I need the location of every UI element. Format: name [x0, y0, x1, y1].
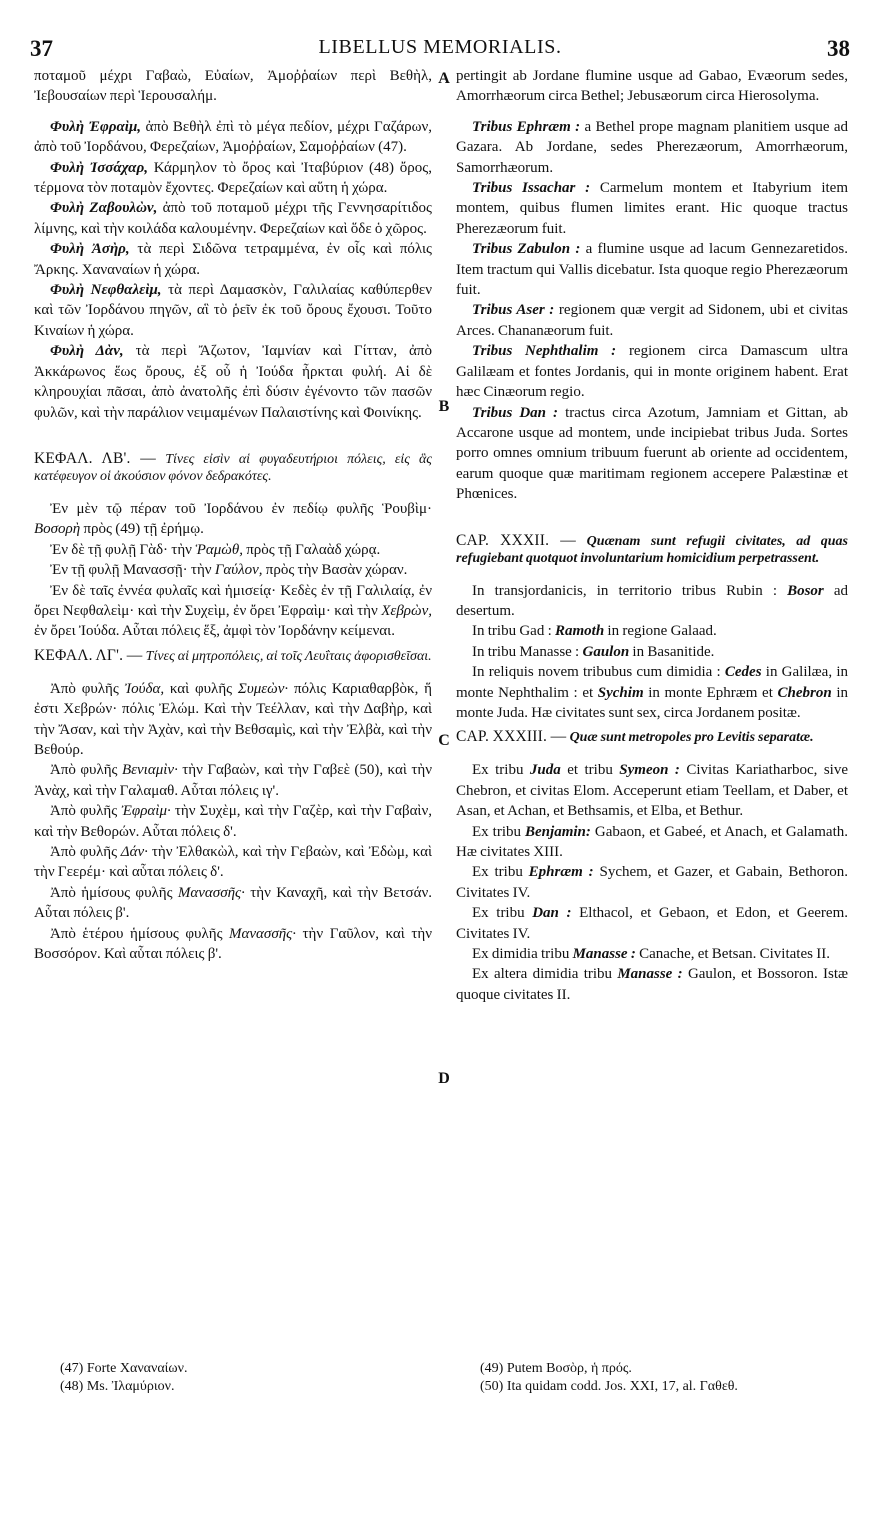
page-number-right: 38	[827, 36, 850, 61]
footnotes-greek	[60, 1360, 187, 1396]
latin-column	[456, 66, 848, 1005]
paragraph: Ex tribu Dan : Elthacol, et Gebaon, et Edon, et Geerem. Civitates IV.	[456, 905, 848, 942]
running-head	[30, 36, 850, 62]
margin-letter: B	[438, 398, 450, 415]
paragraph: In tribu Gad : Ramoth in regione Galaad.	[472, 623, 717, 640]
running-title: LIBELLUS MEMORIALIS.	[318, 36, 562, 58]
paragraph: Ἀπὸ φυλῆς Δάν· τὴν Ἐλθακὼλ, καὶ τὴν Γεβαὼν, καὶ Ἐδὼμ, καὶ τὴν Γεερέμ· καὶ αὗται πόλεις δ'.	[34, 844, 433, 881]
paragraph: Φυλὴ Ἰσσάχαρ, Κάρμηλον τὸ ὄρος καὶ Ἰταβύριον (48) ὄρος, τέρμονα τὸν ποταμὸν ἔχοντες. Φερεζαίων καὶ αὕτη ἡ χώρα.	[34, 159, 432, 197]
paragraph: Φυλὴ Δὰν, τὰ περὶ Ἄζωτον, Ἰαμνίαν καὶ Γίτταν, ἀπὸ Ἀκκάρωνος ἕως ὄρους, ἐξ οὗ ἡ Ἰούδα ἦρκται φυλή. Αἱ δὲ κληρουχίαι πᾶσαι, ἀπὸ ἀνατολῆς ἐπὶ δύσιν ἐγένοντο τῶν πασῶν φυλῶν, καὶ τὴν παράλιον νειμαμένων Παλαιστίνης καὶ Φοινίκης.	[34, 343, 432, 421]
paragraph: Ex tribu Ephræm : Sychem, et Gazer, et Gabain, Bethoron. Civitates IV.	[456, 864, 848, 901]
paragraph: Ex dimidia tribu Manasse : Canache, et Betsan. Civitates II.	[472, 946, 830, 963]
paragraph: Φυλὴ Ζαβουλὼν, ἀπὸ τοῦ ποταμοῦ μέχρι τῆς Γεννησαρίτιδος λίμνης, καὶ τὴν κοιλάδα καλουμένην. Φερεζαίων καὶ ὅδε ὁ χῶρος.	[34, 200, 432, 237]
page-number-left: 37	[30, 36, 53, 61]
paragraph: Tribus Nephthalim : regionem circa Damascum ultra Galilæam et fontes Jordanis, qui in monte originem habent. Erat hæc Cinæorum regio.	[456, 343, 848, 401]
margin-letter: C	[438, 732, 450, 749]
paragraph: Ἐν τῇ φυλῇ Μανασσῇ· τὴν Γαύλον, πρὸς τὴν Βασὰν χώραν.	[50, 562, 408, 579]
paragraph: Tribus Zabulon : a flumine usque ad lacum Gennezaretidos. Item tractum qui Vallis dicebatur. Ista quoque regio Pherezæorum fuit.	[456, 241, 848, 299]
paragraph: Tribus Ephræm : a Bethel prope magnam planitiem usque ad Gazara. Ab Jordane, sedes Pherezæorum, Amorrhæorum, Samorrhæorum.	[456, 118, 848, 176]
paragraph: Ἐν δὲ ταῖς ἐννέα φυλαῖς καὶ ἡμισείᾳ· Κεδὲς ἐν τῇ Γαλιλαίᾳ, ἐν ὄρει Νεφθαλεὶμ· καὶ τὴν Συχεὶμ, ἐν ὄρει Ἐφραὶμ· καὶ τὴν Χεβρὼν, ἐν ὄρει Ἰούδα. Αὗται πόλεις ἕξ, ἀμφὶ τὸν Ἰορδάνην κείμεναι.	[34, 582, 432, 640]
paragraph: In tribu Manasse : Gaulon in Basanitide.	[472, 643, 715, 660]
paragraph: Ἀπὸ ἑτέρου ἡμίσους φυλῆς Μανασσῆς· τὴν Γαῦλον, καὶ τὴν Βοσσόρον. Καὶ αὗται πόλεις β'.	[34, 925, 432, 963]
margin-letter: A	[438, 70, 450, 87]
paragraph: Ἐν δὲ τῇ φυλῇ Γὰδ· τὴν Ῥαμὼθ, πρὸς τῇ Γαλαὰδ χώρᾳ.	[50, 541, 381, 558]
chapter-heading-33: CAP. XXXIII. — Quæ sunt metropoles pro Levitis separatæ.	[456, 728, 814, 746]
footnotes-latin	[480, 1360, 738, 1396]
paragraph: Ex tribu Benjamin: Gabaon, et Gabeé, et Anach, et Galamath. Hæ civitates XIII.	[456, 823, 848, 860]
footnote: (48) Ms. Ἰλαμύριον.	[60, 1379, 175, 1394]
paragraph: Tribus Issachar : Carmelum montem et Itabyrium item montem, quibus flumen limites erant. Hic quoque tractus Pherezæorum fuit.	[456, 180, 848, 237]
chapter-heading-33: ΚΕΦΑΛ. ΛΓ'. — Τίνες αἱ μητροπόλεις, αἱ τοῖς Λευΐταις ἀφορισθεῖσαι.	[34, 646, 432, 664]
paragraph: ποταμοῦ μέχρι Γαβαὼ, Εὐαίων, Ἀμοῤῥαίων περὶ Βεθὴλ, Ἰεβουσαίων περὶ Ἱερουσαλήμ.	[34, 68, 432, 105]
paragraph: Ex tribu Juda et tribu Symeon : Civitas Kariatharboc, sive Chebron, et civitas Elom. Acceperunt etiam Teellam, et Daber, et Asan, et Achan, et Bethsamis, et Elba, et Bethur.	[456, 762, 848, 820]
paragraph: Φυλὴ Ἐφραὶμ, ἀπὸ Βεθὴλ ἐπὶ τὸ μέγα πεδίον, μέχρι Γαζάρων, ἀπὸ τοῦ Ἰορδάνου, Φερεζαίων, Ἀμοῤῥαίων, Σαμοῤῥαίων (47).	[34, 118, 432, 156]
chapter-heading-32: ΚΕΦΑΛ. ΛΒ'. — Τίνες εἰσὶν αἱ φυγαδευτήριοι πόλεις, εἰς ἃς κατέφευγον οἱ ἀκούσιον φόνον δεδρακότες.	[34, 449, 432, 484]
paragraph: Ἀπὸ ἡμίσους φυλῆς Μανασσῆς· τὴν Καναχῆ, καὶ τὴν Βετσάν. Αὗται πόλεις β'.	[34, 884, 432, 922]
footnote: (50) Ita quidam codd. Jos. XXI, 17, al. Γαθεθ.	[480, 1379, 738, 1394]
paragraph: In transjordanicis, in territorio tribus Rubin : Bosor ad desertum.	[456, 582, 848, 619]
greek-column	[34, 66, 432, 964]
paragraph: Φυλὴ Ἀσὴρ, τὰ περὶ Σιδῶνα τετραμμένα, ἐν οἷς καὶ πόλις Ἄρκης. Χαναναίων ἡ χώρα.	[34, 241, 432, 278]
footnote: (47) Forte Χαναναίων.	[60, 1361, 188, 1376]
paragraph: Ἀπὸ φυλῆς Ἐφραὶμ· τὴν Συχὲμ, καὶ τὴν Γαζὲρ, καὶ τὴν Γαβαὶν, καὶ τὴν Βεθορών. Αὗται πόλεις δ'.	[34, 803, 432, 840]
paragraph: pertingit ab Jordane flumine usque ad Gabao, Evæorum sedes, Amorrhæorum circa Bethel; Jebusæorum circa Hierosolyma.	[456, 68, 848, 105]
paragraph: Tribus Dan : tractus circa Azotum, Jamniam et Gittan, ab Accarone usque ad montem, unde incipiebat tribus Juda. Sortes porro omnes omnium tribuum fuerunt ab oriente ad occidentem, earum quoque quæ maritimam regionem accepere Palæstinæ et Phœnices.	[456, 404, 848, 503]
chapter-heading-32: CAP. XXXII. — Quænam sunt refugii civitates, ad quas refugiebant quotquot involuntarium homicidium perpetrassent.	[456, 531, 848, 566]
paragraph: In reliquis novem tribubus cum dimidia : Cedes in Galilæa, in monte Nephthalim : et Sychim in monte Ephræm et Chebron in monte Juda. Hæ civitates sunt sex, circa Jordanem positæ.	[456, 664, 848, 721]
paragraph: Ἀπὸ φυλῆς Ἰούδα, καὶ φυλῆς Συμεὼν· πόλις Καριαθαρβὸκ, ἥ ἐστι Χεβρών· πόλις Ἐλώμ. Καὶ τὴν Τεέλλαν, καὶ τὴν Δαβὴρ, καὶ τὴν Ἄσαν, καὶ τὴν Ἀχὰν, καὶ τὴν Βεθσαμὶς, καὶ τὴν Ἐλβὰ, καὶ τὴν Βεθούρ.	[34, 680, 432, 758]
paragraph: Φυλὴ Νεφθαλεὶμ, τὰ περὶ Δαμασκὸν, Γαλιλαίας καθύπερθεν καὶ τῶν Ἰορδάνου πηγῶν, αἳ τὸ ῥεῖν ἐκ τοῦ ὄρους ἔχουσι. Τοῦτο Κιναίων ἡ χώρα.	[34, 282, 432, 339]
paragraph: Ἀπὸ φυλῆς Βενιαμὶν· τὴν Γαβαὼν, καὶ τὴν Γαβεὲ (50), καὶ τὴν Ἀνὰχ, καὶ τὴν Γαλαμαθ. Αὗται πόλεις ιγ'.	[34, 762, 432, 799]
paragraph: Ex altera dimidia tribu Manasse : Gaulon, et Bossoron. Istæ quoque civitates II.	[456, 966, 848, 1003]
paragraph: Ἐν μὲν τῷ πέραν τοῦ Ἰορδάνου ἐν πεδίῳ φυλῆς Ῥουβὶμ· Βοσορὴ πρὸς (49) τῇ ἐρήμῳ.	[34, 500, 432, 538]
footnote: (49) Putem Βοσὸρ, ἡ πρός.	[480, 1361, 632, 1376]
paragraph: Tribus Aser : regionem quæ vergit ad Sidonem, ubi et civitas Arces. Chananæorum fuit.	[456, 302, 848, 339]
margin-letter: D	[438, 1070, 450, 1087]
